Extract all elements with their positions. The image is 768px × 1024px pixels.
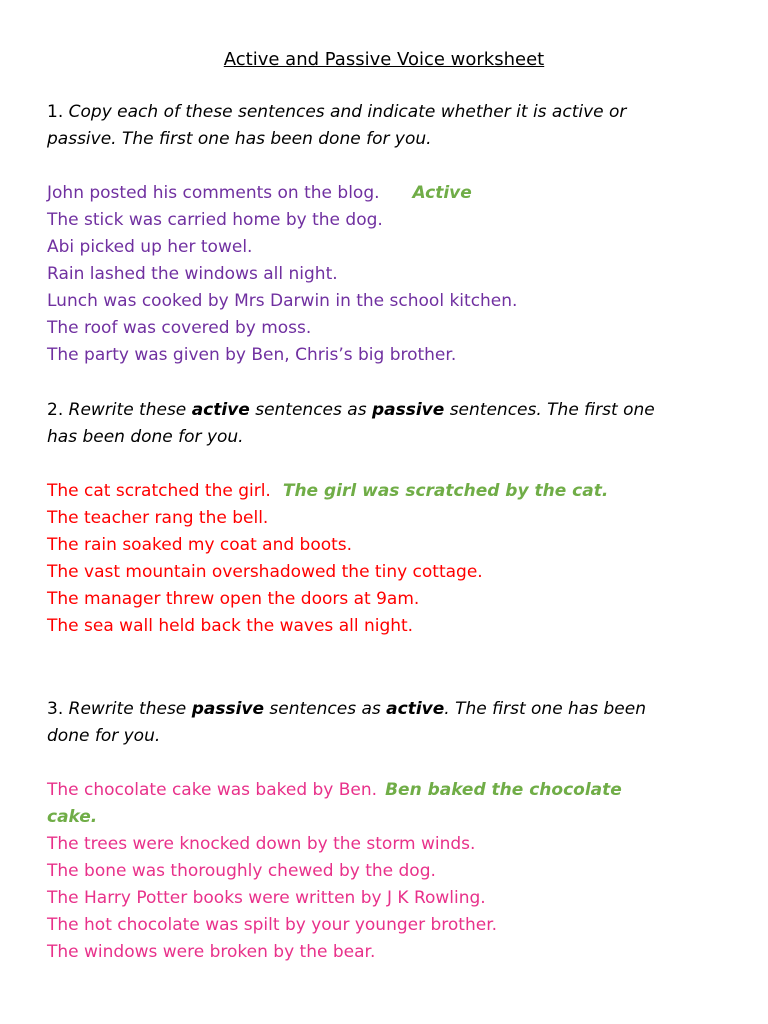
section3-instr-part: sentences as: [269, 699, 381, 719]
list-item: The hot chocolate was spilt by your younger brother.: [47, 915, 498, 935]
list-item: The stick was carried home by the dog.: [47, 210, 383, 230]
list-item: The bone was thoroughly chewed by the dog.: [47, 861, 436, 881]
section3-number: 3.: [47, 699, 64, 719]
page-title: Active and Passive Voice worksheet: [223, 49, 545, 70]
section2-example-row: [47, 478, 737, 505]
list-item: Abi picked up her towel.: [47, 237, 253, 257]
section1-instruction-line1: Copy each of these sentences and indicate whether it is active or: [68, 102, 627, 122]
section2-example-sentence: The cat scratched the girl.: [47, 481, 271, 501]
section3-instruction-line2: done for you.: [47, 726, 161, 746]
section1-number: 1.: [47, 102, 64, 122]
section1-example-sentence: John posted his comments on the blog.: [47, 183, 380, 203]
list-item: The trees were knocked down by the storm winds.: [47, 834, 476, 854]
section1-instruction-line2: passive. The first one has been done for you.: [47, 129, 432, 149]
section2-instr-bold: passive: [371, 400, 445, 420]
section2-instr-part: sentences as: [255, 400, 367, 420]
section2-sentences: [47, 478, 737, 640]
section3-example-answer-cont: cake.: [47, 807, 98, 827]
list-item: The teacher rang the bell.: [47, 508, 269, 528]
list-item: The sea wall held back the waves all night.: [47, 616, 414, 636]
section3-instr-bold: passive: [191, 699, 265, 719]
section2-instruction-line2: has been done for you.: [47, 427, 244, 447]
section3-example-sentence: The chocolate cake was baked by Ben.: [47, 780, 378, 800]
section3-example-answer: Ben baked the chocolate: [385, 780, 622, 800]
list-item: Lunch was cooked by Mrs Darwin in the school kitchen.: [47, 291, 518, 311]
section3-instr-bold: active: [386, 699, 445, 719]
section2-instr-part: sentences. The first one: [449, 400, 655, 420]
list-item: The rain soaked my coat and boots.: [47, 535, 353, 555]
section3-instr-part: . The first one has been: [444, 699, 646, 719]
section2-instr-bold: active: [191, 400, 250, 420]
section1-instruction: [47, 99, 737, 153]
list-item: The party was given by Ben, Chris’s big brother.: [47, 345, 457, 365]
list-item: The windows were broken by the bear.: [47, 942, 376, 962]
section2-instr-part: Rewrite these: [68, 400, 187, 420]
section1-sentences: [47, 180, 737, 369]
section2-number: 2.: [47, 400, 64, 420]
section3-instruction: [47, 696, 737, 750]
section3-instr-part: Rewrite these: [68, 699, 187, 719]
list-item: The roof was covered by moss.: [47, 318, 312, 338]
list-item: Rain lashed the windows all night.: [47, 264, 338, 284]
list-item: The vast mountain overshadowed the tiny cottage.: [47, 562, 483, 582]
list-item: The Harry Potter books were written by J K Rowling.: [47, 888, 486, 908]
list-item: The manager threw open the doors at 9am.: [47, 589, 420, 609]
section2-example-answer: The girl was scratched by the cat.: [282, 481, 609, 501]
section3-example-row: [47, 777, 737, 804]
section2-instruction: [47, 397, 737, 451]
section3-sentences: [47, 777, 737, 966]
section1-example-row: [47, 180, 737, 207]
section1-example-answer: Active: [412, 183, 472, 203]
